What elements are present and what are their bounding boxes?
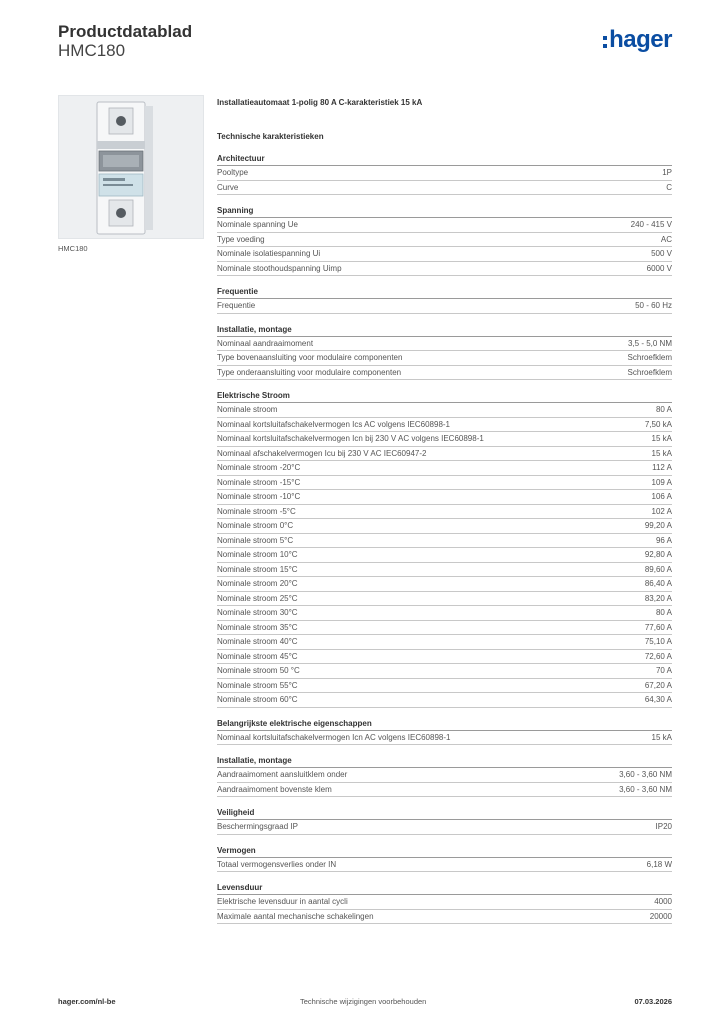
spec-label: Totaal vermogensverlies onder IN [217,859,337,869]
spec-value: 500 V [651,249,672,258]
section-title: Architectuur [217,153,672,166]
section-title: Spanning [217,205,672,218]
spec-value: 67,20 A [644,680,672,690]
spec-value: 102 A [651,506,672,516]
spec-value: 6000 V [646,263,672,273]
spec-label: Nominaal aandraaimoment [217,338,314,348]
spec-value: 1P [662,168,672,177]
spec-section [217,882,672,924]
spec-label: Nominale stroom -15°C [217,477,301,487]
spec-row [217,731,672,746]
spec-row [217,783,672,798]
spec-row [217,418,672,433]
spec-section [217,845,672,873]
footer-website: hager.com/nl-be [58,997,116,1006]
spec-value: AC [660,234,672,244]
spec-value: 15 kA [651,434,672,443]
hager-logo [603,28,672,52]
section-title: Installatie, montage [217,755,672,768]
spec-section [217,153,672,195]
spec-value: 75,10 A [644,637,672,646]
logo-dots-icon [603,36,607,48]
spec-label: Nominale stroom 10°C [217,550,298,559]
spec-label: Type onderaansluiting voor modulaire componenten [217,367,402,377]
spec-row [217,166,672,181]
spec-value: 4000 [654,897,672,906]
spec-row [217,606,672,621]
spec-value: 99,20 A [644,521,672,530]
spec-label: Maximale aantal mechanische schakelingen [217,911,374,921]
footer-notice: Technische wijzigingen voorbehouden [300,997,427,1006]
spec-row [217,337,672,352]
spec-section [217,755,672,797]
spec-row [217,650,672,665]
page-header [58,22,192,60]
spec-label: Nominale stroom 20°C [217,579,298,588]
spec-value: 6,18 W [646,859,672,869]
spec-row [217,299,672,314]
spec-value: 15 kA [651,448,672,458]
spec-value: 240 - 415 V [630,220,672,229]
spec-row [217,621,672,636]
spec-label: Nominale stroom 40°C [217,637,298,646]
spec-value: 80 A [655,405,672,414]
spec-row [217,519,672,534]
spec-value: 64,30 A [644,695,672,704]
spec-section [217,807,672,835]
spec-label: Nominale stroom 45°C [217,651,298,661]
spec-label: Nominale isolatiespanning Ui [217,249,321,258]
technical-heading: Technische karakteristieken [217,132,324,141]
spec-row [217,432,672,447]
spec-row [217,218,672,233]
spec-label: Nominaal kortsluitafschakelvermogen Ics AC volgens IEC60898-1 [217,419,451,429]
circuit-breaker-icon [59,96,203,238]
spec-row [217,534,672,549]
spec-value: 3,60 - 3,60 NM [619,784,672,794]
spec-label: Beschermingsgraad IP [217,822,298,831]
spec-label: Nominale stroom 55°C [217,680,298,690]
spec-row [217,548,672,563]
section-title: Elektrische Stroom [217,390,672,403]
spec-label: Type voeding [217,234,265,244]
spec-value: 106 A [651,492,672,501]
section-title: Vermogen [217,845,672,858]
spec-value: 3,60 - 3,60 NM [619,770,672,779]
spec-label: Nominaal afschakelvermogen Icu bij 230 V AC IEC60947-2 [217,448,427,458]
section-title: Veiligheid [217,807,672,820]
spec-value: 92,80 A [644,550,672,559]
spec-label: Nominale stroom 35°C [217,622,298,632]
spec-value: 7,50 kA [644,419,672,429]
spec-label: Nominaal kortsluitafschakelvermogen Icn AC volgens IEC60898-1 [217,732,451,742]
spec-value: Schroefklem [627,353,672,362]
spec-row [217,476,672,491]
product-image [58,95,204,239]
logo-wordmark: hager [609,26,672,53]
spec-row [217,664,672,679]
spec-value: IP20 [655,822,672,831]
spec-label: Aandraaimoment aansluitklem onder [217,770,348,779]
spec-label: Nominale stroom -20°C [217,463,301,472]
spec-row [217,820,672,835]
spec-value: 80 A [655,608,672,617]
spec-label: Frequentie [217,301,256,310]
spec-section [217,718,672,746]
spec-row [217,247,672,262]
spec-row [217,858,672,873]
spec-value: 15 kA [651,732,672,742]
spec-value: 77,60 A [644,622,672,632]
spec-label: Nominale stroom 30°C [217,608,298,617]
spec-row [217,563,672,578]
spec-label: Pooltype [217,168,249,177]
spec-row [217,233,672,248]
spec-value: 83,20 A [644,593,672,603]
spec-label: Nominale stroom -10°C [217,492,301,501]
spec-label: Nominale spanning Ue [217,220,298,229]
spec-content [217,97,672,924]
spec-label: Nominale stroom 0°C [217,521,294,530]
spec-row [217,490,672,505]
spec-row [217,262,672,277]
spec-label: Aandraaimoment bovenste klem [217,784,332,794]
spec-row [217,592,672,607]
spec-row [217,181,672,196]
spec-row [217,366,672,381]
spec-row [217,679,672,694]
spec-value: 20000 [649,911,672,921]
spec-label: Nominale stroom 50 °C [217,666,300,675]
spec-label: Nominale stroom [217,405,278,414]
spec-label: Nominale stroom 15°C [217,564,298,574]
spec-label: Nominale stoothoudspanning Uimp [217,263,342,273]
spec-label: Nominale stroom -5°C [217,506,296,516]
section-title: Frequentie [217,286,672,299]
spec-value: 86,40 A [644,579,672,588]
spec-label: Elektrische levensduur in aantal cycli [217,897,348,906]
product-image-caption: HMC180 [58,244,88,253]
spec-label: Nominale stroom 60°C [217,695,298,704]
spec-label: Curve [217,182,239,192]
spec-row [217,351,672,366]
spec-row [217,635,672,650]
spec-row [217,768,672,783]
spec-value: 112 A [652,463,672,472]
spec-value: 109 A [651,477,672,487]
spec-label: Type bovenaansluiting voor modulaire componenten [217,353,403,362]
section-title: Levensduur [217,882,672,895]
spec-value: Schroefklem [627,367,672,377]
spec-value: 50 - 60 Hz [635,301,672,310]
spec-value: 96 A [655,535,672,545]
spec-row [217,577,672,592]
spec-row [217,505,672,520]
spec-value: 72,60 A [644,651,672,661]
document-type-title: Productdatablad [58,22,193,41]
spec-row [217,447,672,462]
spec-value: C [666,182,672,192]
spec-label: Nominale stroom 5°C [217,535,294,545]
footer-date: 07.03.2026 [634,997,672,1006]
spec-section [217,286,672,314]
spec-row [217,895,672,910]
spec-row [217,910,672,925]
spec-row [217,693,672,708]
spec-section [217,390,672,708]
product-model: HMC180 [58,41,126,60]
spec-value: 89,60 A [644,564,672,574]
section-title: Installatie, montage [217,324,672,337]
spec-value: 70 A [655,666,672,675]
spec-section [217,205,672,276]
spec-sections [217,153,672,924]
spec-row [217,403,672,418]
spec-section [217,324,672,381]
spec-value: 3,5 - 5,0 NM [627,338,672,348]
spec-label: Nominaal kortsluitafschakelvermogen Icn bij 230 V AC volgens IEC60898-1 [217,434,484,443]
spec-row [217,461,672,476]
section-title: Belangrijkste elektrische eigenschappen [217,718,672,731]
product-description: Installatieautomaat 1-polig 80 A C-karakteristiek 15 kA [217,98,423,107]
spec-label: Nominale stroom 25°C [217,593,298,603]
